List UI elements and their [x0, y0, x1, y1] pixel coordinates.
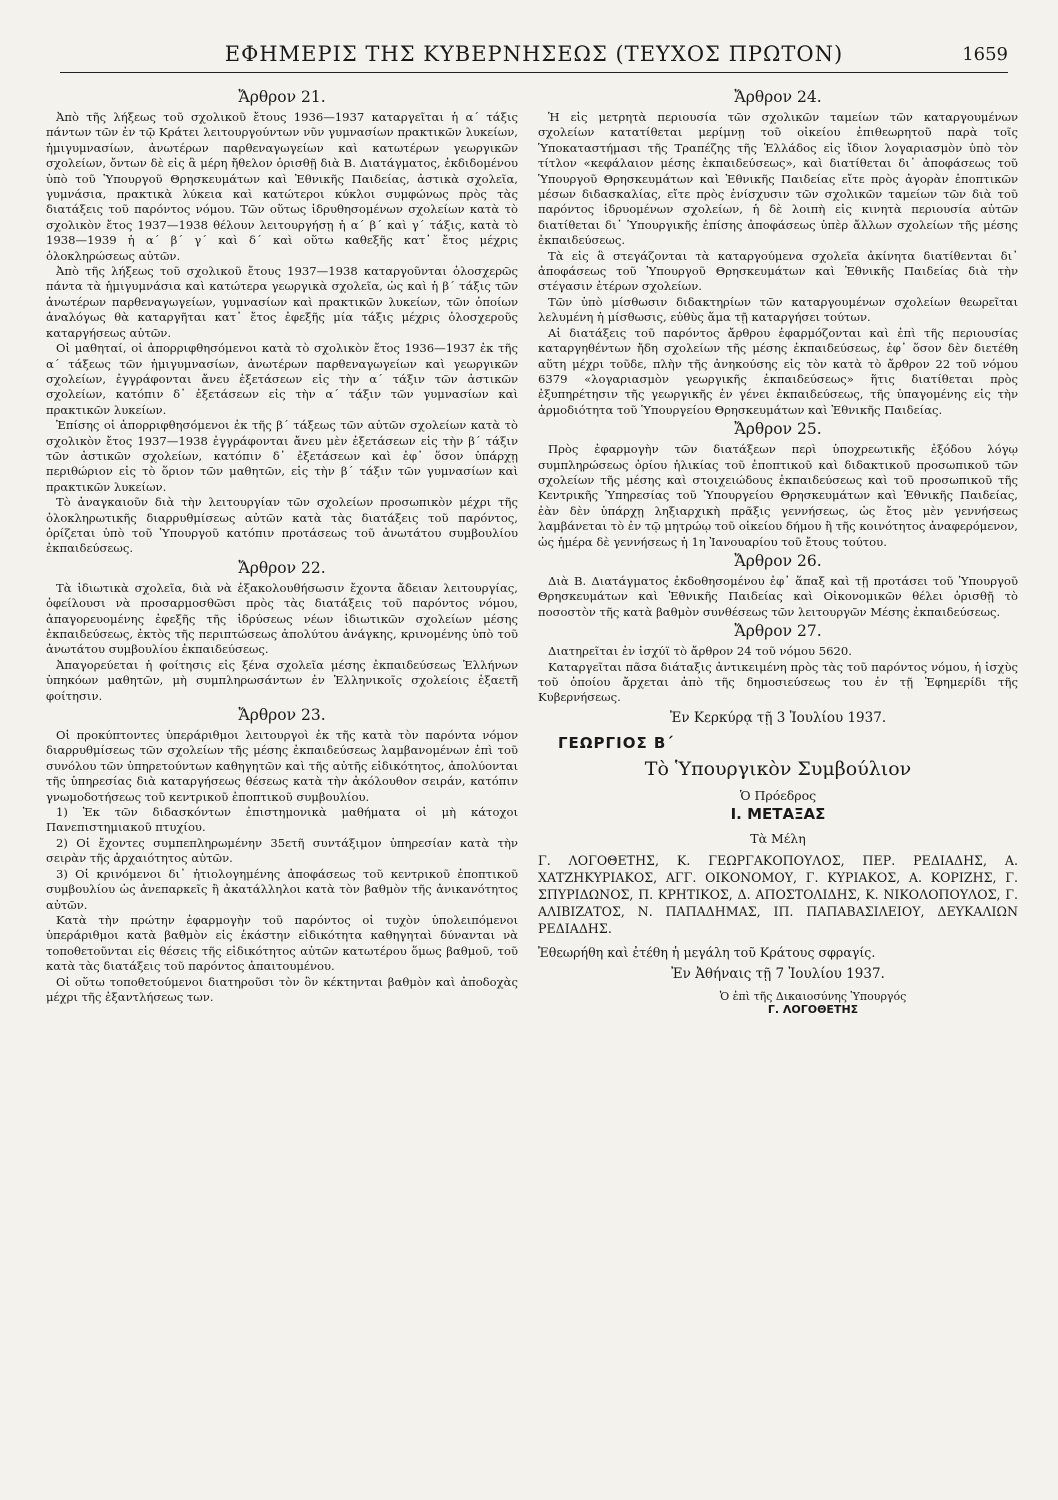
- paragraph: Κατὰ τὴν πρώτην ἐφαρμογὴν τοῦ παρόντος οἱ τυχὸν ὑπολειπόμενοι ὑπεράριθμοι κατὰ βαθμὸν εἰς ἑκάστην εἰδικότητα καθηγηταὶ δύνανται νὰ τοποθετοῦνται εἰς θέσεις τῆς εἰδικότητος αὐτῶν κατωτέρου ὅμως βαθμοῦ, τοῦ κατὰ τὰς διατάξεις τοῦ παρόντος ἀπαιτουμένου.: [46, 912, 518, 974]
- paragraph: Τὰ ἰδιωτικὰ σχολεῖα, διὰ νὰ ἐξακολουθήσωσιν ἔχοντα ἄδειαν λειτουργίας, ὀφείλουσι νὰ προσαρμοσθῶσι πρὸς τὰς διατάξεις τοῦ παρόντος νόμου, ἀπαγορευομένης ἐφεξῆς τῆς ἱδρύσεως νέων ἰδιωτικῶν σχολείων μέσης ἐκπαιδεύσεως, ἐκτὸς τῆς περιπτώσεως ἀπολύτου ἀνάγκης, κρινομένης ὑπὸ τοῦ ἀνωτάτου συμβουλίου ἐκπαιδεύσεως.: [46, 580, 518, 657]
- paragraph: Οἱ μαθηταί, οἱ ἀπορριφθησόμενοι κατὰ τὸ σχολικὸν ἔτος 1936—1937 ἐκ τῆς α΄ τάξεως τῶν ἡμιγυμνασίων, ἀνωτέρων παρθεναγωγείων καὶ γεωργικῶν σχολείων, ἐγγράφονται ἄνευ ἐξετάσεων εἰς τὴν α΄ τάξιν τῶν ἀστικῶν σχολείων, κατόπιν δ᾽ ἐξετάσεων εἰς τὴν α΄ τάξιν τῶν γυμνασίων καὶ πρακτικῶν λυκείων.: [46, 341, 518, 417]
- page-header: [60, 38, 1008, 73]
- members-label: Τὰ Μέλη: [750, 830, 806, 846]
- paragraph: Ἀπὸ τῆς λήξεως τοῦ σχολικοῦ ἔτους 1936—1937 καταργεῖται ἡ α΄ τάξις πάντων τῶν ἐν τῷ Κράτει λειτουργούντων νῦν γυμνασίων πρακτικῶν λυκείων, ἡμιγυμνασίων, ἀνωτέρων παρθεναγωγείων καὶ κατωτέρων γεωργικῶν σχολείων, ὄντων δὲ εἰς ἃ μέρη ἤθελον ὁρισθῇ διὰ Β. Διατάγματος, ἐκδιδομένου ὑπὸ τοῦ Ὑπουργοῦ Θρησκευμάτων καὶ Ἐθνικῆς Παιδείας, ἀστικὰ σχολεῖα, γυμνάσια, πρακτικὰ λύκεια καὶ κατώτεροι κύκλοι συμφώνως πρὸς τὰς διατάξεις τοῦ παρόντος νόμου. Τῶν οὕτως ἱδρυθησομένων σχολείων κατὰ τὸ σχολικὸν ἔτος 1937—1938 θέλουν λειτουργήσῃ ἡ α΄ β΄ καὶ γ΄ τάξις, κατὰ τὸ 1938—1939 ἡ α΄ β΄ γ΄ καὶ δ΄ καὶ οὕτω καθεξῆς κατ᾽ ἔτος μέχρις ὁλοκληρώσεως αὐτῶν.: [46, 110, 518, 263]
- minister-label: Ὁ ἐπὶ τῆς Δικαιοσύνης Ὑπουργός: [719, 989, 907, 1003]
- article-23: [46, 706, 518, 1005]
- paragraph: 1) Ἐκ τῶν διδασκόντων ἐπιστημονικὰ μαθήματα οἱ μὴ κάτοχοι Πανεπιστημιακοῦ πτυχίου.: [46, 805, 518, 835]
- article-25: [538, 420, 1018, 550]
- paragraph: Πρὸς ἐφαρμογὴν τῶν διατάξεων περὶ ὑποχρεωτικῆς ἐξόδου λόγῳ συμπληρώσεως ὁρίου ἡλικίας τοῦ ἐποπτικοῦ καὶ διδακτικοῦ προσωπικοῦ τῶν σχολείων τῆς μέσης καὶ στοιχειώδους ἐκπαιδεύσεως καὶ τοῦ προσωπικοῦ τῆς Κεντρικῆς Ὑπηρεσίας τοῦ Ὑπουργείου Θρησκευμάτων καὶ Ἐθνικῆς Παιδείας, ἐὰν δὲν ὑπάρχῃ ληξιαρχικὴ πρᾶξις γεννήσεως, ὡς ἔτος μὲν γεννήσεως λαμβάνεται τὸ ἐν τῷ μητρώῳ τοῦ οἰκείου δήμου ἢ τῆς κοινότητος ἀναφερόμενον, ὡς ἡμέρα δὲ γεννήσεως ἡ 1η Ἰανουαρίου τοῦ ἔτους τούτου.: [538, 442, 1018, 549]
- gazette-title: ΕΦΗΜΕΡΙΣ ΤΗΣ ΚΥΒΕΡΝΗΣΕΩΣ (ΤΕΥΧΟΣ ΠΡΩΤΟΝ): [224, 42, 844, 66]
- article-24: [538, 88, 1018, 418]
- king-signature: ΓΕΩΡΓΙΟΣ Β΄: [558, 733, 674, 752]
- athens-date: Ἐν Ἀθήναις τῇ 7 Ἰουλίου 1937.: [671, 965, 885, 982]
- council-heading: Τὸ Ὑπουργικὸν Συμβούλιον: [644, 757, 912, 780]
- paragraph: Διὰ Β. Διατάγματος ἐκδοθησομένου ἐφ᾽ ἅπαξ καὶ τῇ προτάσει τοῦ Ὑπουργοῦ Θρησκευμάτων καὶ Ἐθνικῆς Παιδείας καὶ Οἰκονομικῶν θέλει ὁρισθῇ τὸ ποσοστὸν τῆς κατὰ βαθμὸν συνθέσεως τῶν λειτουργῶν Μέσης ἐκπαιδεύσεως.: [538, 573, 1018, 619]
- article-title: Ἄρθρον 26.: [734, 551, 822, 570]
- article-21: [46, 88, 518, 557]
- article-title: Ἄρθρον 25.: [734, 420, 822, 439]
- paragraph: Ἀπὸ τῆς λήξεως τοῦ σχολικοῦ ἔτους 1937—1938 καταργοῦνται ὁλοσχερῶς πάντα τὰ ἡμιγυμνάσια καὶ κατώτερα γεωργικὰ σχολεῖα, ὡς καὶ ἡ β΄ τάξις τῶν ἀνωτέρων παρθεναγωγείων, γυμνασίων καὶ πρακτικῶν λυκείων, τῶν ὁποίων ἀναλόγως θὰ καταργῆται κατ᾽ ἔτος ἐφεξῆς μία τάξις μέχρις ὁλοσχεροῦς καταργήσεως αὐτῶν.: [46, 264, 518, 340]
- left-column: [46, 86, 518, 1005]
- article-title: Ἄρθρον 21.: [238, 88, 326, 106]
- paragraph: Τῶν ὑπὸ μίσθωσιν διδακτηρίων τῶν καταργουμένων σχολείων θεωρεῖται λελυμένη ἡ μίσθωσις, εὐθὺς ἅμα τῇ καταργήσει τούτων.: [538, 294, 1018, 325]
- article-title: Ἄρθρον 27.: [734, 622, 822, 641]
- place-date: Ἐν Κερκύρᾳ τῇ 3 Ἰουλίου 1937.: [669, 709, 887, 726]
- article-27: [538, 622, 1018, 706]
- paragraph: Τὰ εἰς ἃ στεγάζονται τὰ καταργούμενα σχολεῖα ἀκίνητα διατίθενται δι᾽ ἀποφάσεως τοῦ Ὑπουργοῦ Θρησκευμάτων καὶ Ἐθνικῆς Παιδείας διὰ τὴν στέγασιν ἑτέρων σχολείων.: [538, 248, 1018, 294]
- president-name: Ι. ΜΕΤΑΞΑΣ: [730, 804, 826, 823]
- paragraph: Καταργεῖται πᾶσα διάταξις ἀντικειμένη πρὸς τὰς τοῦ παρόντος νόμου, ἡ ἰσχὺς τοῦ ὁποίου ἄρχεται ἀπὸ τῆς δημοσιεύσεως του ἐν τῇ Ἐφημερίδι τῆς Κυβερνήσεως.: [538, 659, 1018, 705]
- paragraph: Διατηρεῖται ἐν ἰσχύϊ τὸ ἄρθρον 24 τοῦ νόμου 5620.: [548, 644, 852, 659]
- paragraph: Τὸ ἀναγκαιοῦν διὰ τὴν λειτουργίαν τῶν σχολείων προσωπικὸν μέχρι τῆς ὁλοκληρωτικῆς διαρρυθμίσεως αὐτῶν κατὰ τὰς διατάξεις τοῦ παρόντος, ὁρίζεται ὑπὸ τοῦ Ὑπουργοῦ κατόπιν προτάσεως τοῦ ἀνωτάτου συμβουλίου ἐκπαιδεύσεως.: [46, 495, 518, 556]
- signature-block: [538, 710, 1018, 1016]
- members-list: Γ. ΛΟΓΟΘΕΤΗΣ, Κ. ΓΕΩΡΓΑΚΟΠΟΥΛΟΣ, ΠΕΡ. ΡΕΔΙΑΔΗΣ, Α. ΧΑΤΖΗΚΥΡΙΑΚΟΣ, ΑΓΓ. ΟΙΚΟΝΟΜΟΥ, Γ. ΚΥΡΙΑΚΟΣ, Α. ΚΟΡΙΖΗΣ, Γ. ΣΠΥΡΙΔΩΝΟΣ, Π. ΚΡΗΤΙΚΟΣ, Δ. ΑΠΟΣΤΟΛΙΔΗΣ, Κ. ΝΙΚΟΛΟΠΟΥΛΟΣ, Γ. ΑΛΙΒΙΖΑΤΟΣ, Ν. ΠΑΠΑΔΗΜΑΣ, ΙΠ. ΠΑΠΑΒΑΣΙΛΕΙΟΥ, ΔΕΥΚΑΛΙΩΝ ΡΕΔΙΑΔΗΣ.: [538, 852, 1018, 936]
- minister-name: Γ. ΛΟΓΟΘΕΤΗΣ: [767, 1002, 859, 1016]
- paragraph: Αἱ διατάξεις τοῦ παρόντος ἄρθρου ἐφαρμόζονται καὶ ἐπὶ τῆς περιουσίας καταργηθέντων ἤδη σχολείων τῆς μέσης ἐκπαιδεύσεως, ἐφ᾽ ὅσον δὲν διετέθη αὕτη μέχρι τοῦδε, πλὴν τῆς ἀνηκούσης εἰς τὸν κατὰ τὸ ἄρθρον 22 τοῦ νόμου 6379 «λογαριασμὸν γεωργικῆς ἐκπαιδεύσεως» ἥτις διατίθεται πρὸς ἐξυπηρέτησιν τῆς γεωργικῆς ἐν γένει ἐκπαιδεύσεως, τῆς ὑπαγομένης εἰς τὴν ἁρμοδιότητα τοῦ Ὑπουργείου Θρησκευμάτων καὶ Ἐθνικῆς Παιδείας.: [538, 325, 1018, 417]
- paragraph: Ἀπαγορεύεται ἡ φοίτησις εἰς ξένα σχολεῖα μέσης ἐκπαιδεύσεως Ἑλλήνων ὑπηκόων μαθητῶν, μὴ συμπληρωσάντων ἐν Ἑλληνικοῖς σχολείοις ἑξαετῆ φοίτησιν.: [46, 657, 518, 703]
- paragraph: Οἱ οὕτω τοποθετούμενοι διατηροῦσι τὸν ὃν κέκτηνται βαθμὸν καὶ ἀποδοχὰς μέχρι τῆς ἐξαντλήσεως των.: [46, 974, 518, 1004]
- article-22: [46, 559, 518, 704]
- seal-note: Ἐθεωρήθη καὶ ἐτέθη ἡ μεγάλη τοῦ Κράτους σφραγίς.: [538, 944, 876, 960]
- page-number: 1659: [962, 44, 1008, 65]
- article-26: [538, 552, 1018, 620]
- paragraph: Ἐπίσης οἱ ἀπορριφθησόμενοι ἐκ τῆς β΄ τάξεως τῶν αὐτῶν σχολείων κατὰ τὸ σχολικὸν ἔτος 1937—1938 ἐγγράφονται ἄνευ μὲν ἐξετάσεων εἰς τὴν β΄ τάξιν τῶν ἀστικῶν σχολείων, κατόπιν δ᾽ ἐξετάσεων καὶ ἐφ᾽ ὅσον ὑπάρχῃ περιθώριον εἰς τὸ ὅριον τῶν μαθητῶν, εἰς τὴν β΄ τάξιν τῶν γυμνασίων καὶ πρακτικῶν λυκείων.: [46, 418, 518, 494]
- article-title: Ἄρθρον 24.: [734, 88, 822, 106]
- article-title: Ἄρθρον 23.: [238, 706, 326, 725]
- paragraph: Οἱ προκύπτοντες ὑπεράριθμοι λειτουργοὶ ἐκ τῆς κατὰ τὸν παρόντα νόμον διαρρυθμίσεως τῶν σχολείων τῆς μέσης ἐκπαιδεύσεως λαμβανομένων ἐπὶ τοῦ συνόλου τῶν ὑπηρετούντων καθηγητῶν καὶ τῆς αὐτῆς εἰδικότητος, ἀπολύονται τῆς ὑπηρεσίας διὰ καταργήσεως θέσεως κατὰ τὴν ἀκόλουθον σειράν, κατόπιν γνωμοδοτήσεως τοῦ κεντρικοῦ ἐποπτικοῦ συμβουλίου.: [46, 728, 518, 804]
- article-title: Ἄρθρον 22.: [238, 558, 326, 577]
- paragraph: 2) Οἱ ἔχοντες συμπεπληρωμένην 35ετῆ συντάξιμον ὑπηρεσίαν κατὰ τὴν σειρὰν τῆς ἀρχαιότητος αὐτῶν.: [46, 835, 518, 866]
- president-label: Ὁ Πρόεδρος: [739, 787, 817, 803]
- paragraph: Ἡ εἰς μετρητὰ περιουσία τῶν σχολικῶν ταμείων τῶν καταργουμένων σχολείων κατατίθεται μερίμνῃ τοῦ οἰκείου ἐπιθεωρητοῦ παρὰ τοῖς Ὑποκαταστήμασι τῆς Τραπέζης τῆς Ἑλλάδος εἰς ἴδιον λογαριασμὸν ὑπὸ τὸν τίτλον «κεφάλαιον μέσης ἐκπαιδεύσεως», καὶ διατίθεται δι᾽ ἀποφάσεως τοῦ Ὑπουργοῦ Θρησκευμάτων καὶ Ἐθνικῆς Παιδείας εἴτε πρὸς ἀγορὰν ἐποπτικῶν μέσων διδασκαλίας, εἴτε πρὸς ἐνίσχυσιν τῶν σχολικῶν ταμείων τῶν διὰ τοῦ παρόντος ἱδρυομένων σχολείων, ἡ δὲ λοιπὴ εἰς κινητὰ περιουσία αὐτῶν διατίθεται δι᾽ Ὑπουργικῆς ἐπίσης ἀποφάσεως ὑπὲρ ἄλλων σχολείων τῆς μέσης ἐκπαιδεύσεως.: [538, 110, 1018, 248]
- paragraph: 3) Οἱ κρινόμενοι δι᾽ ἠτιολογημένης ἀποφάσεως τοῦ κεντρικοῦ ἐποπτικοῦ συμβουλίου ὡς ἀνεπαρκεῖς ἢ ἀκατάλληλοι κατὰ τὸν βαθμὸν τῆς ἀνικανότητος αὐτῶν.: [46, 866, 518, 912]
- right-column: [538, 86, 1018, 1016]
